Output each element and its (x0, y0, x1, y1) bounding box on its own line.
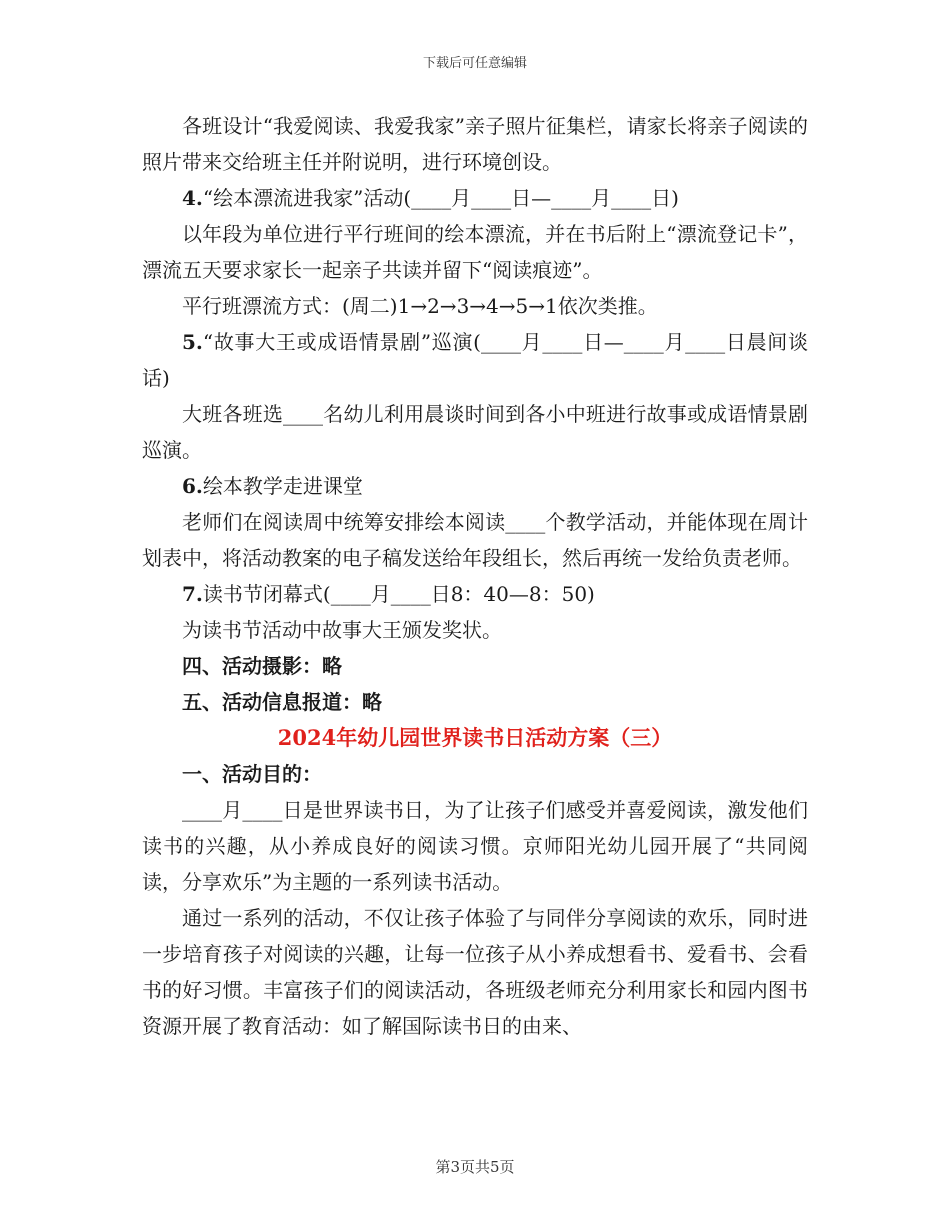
item-number: 5. (182, 330, 203, 354)
paragraph: 平行班漂流方式：(周二)1→2→3→4→5→1依次类推。 (182, 294, 658, 318)
paragraph: 通过一系列的活动，不仅让孩子体验了与同伴分享阅读的欢乐，同时进一步培育孩子对阅读的兴趣，让每一位孩子从小养成想看书、爱看书、会看书的好习惯。丰富孩子们的阅读活动，各班级老师充分利用家长和园内图书资源开展了教育活动：如了解国际读书日的由来、 (142, 906, 808, 1038)
list-item (142, 180, 808, 216)
paragraph: 老师们在阅读周中统筹安排绘本阅读____个教学活动，并能体现在周计划表中，将活动教案的电子稿发送给年段组长，然后再统一发给负责老师。 (142, 510, 808, 570)
section-heading: 四、活动摄影：略 (182, 654, 342, 678)
item-number: 7. (182, 582, 203, 606)
item-text: “故事大王或成语情景剧”巡演(____月____日—____月____日晨间谈话) (142, 330, 808, 390)
list-item (142, 324, 808, 396)
item-text: 读书节闭幕式(____月____日8：40—8：50) (202, 582, 595, 606)
document-title: 2024年幼儿园世界读书日活动方案（三） (277, 725, 673, 750)
section-heading: 五、活动信息报道：略 (182, 690, 382, 714)
document-body (142, 108, 808, 1044)
item-text: 绘本教学走进课堂 (202, 474, 363, 498)
paragraph: ____月____日是世界读书日，为了让孩子们感受并喜爱阅读，激发他们读书的兴趣，从小养成良好的阅读习惯。京师阳光幼儿园开展了“共同阅读，分享欢乐”为主题的一系列读书活动。 (142, 798, 808, 894)
paragraph: 各班设计“我爱阅读、我爱我家”亲子照片征集栏，请家长将亲子阅读的照片带来交给班主任并附说明，进行环境创设。 (142, 114, 808, 174)
page-header: 下载后可任意编辑 (422, 56, 527, 71)
paragraph: 大班各班选____名幼儿利用晨谈时间到各小中班进行故事或成语情景剧巡演。 (142, 402, 808, 462)
list-item (142, 468, 808, 504)
item-number: 6. (182, 474, 203, 498)
page-footer: 第3页共5页 (435, 1158, 515, 1176)
list-item (142, 576, 808, 612)
item-number: 4. (182, 186, 203, 210)
item-text: “绘本漂流进我家”活动(____月____日—____月____日) (202, 186, 679, 210)
paragraph: 以年段为单位进行平行班间的绘本漂流，并在书后附上“漂流登记卡”，漂流五天要求家长一起亲子共读并留下“阅读痕迹”。 (142, 222, 808, 282)
paragraph: 为读书节活动中故事大王颁发奖状。 (182, 618, 502, 642)
section-heading: 一、活动目的： (182, 762, 322, 786)
